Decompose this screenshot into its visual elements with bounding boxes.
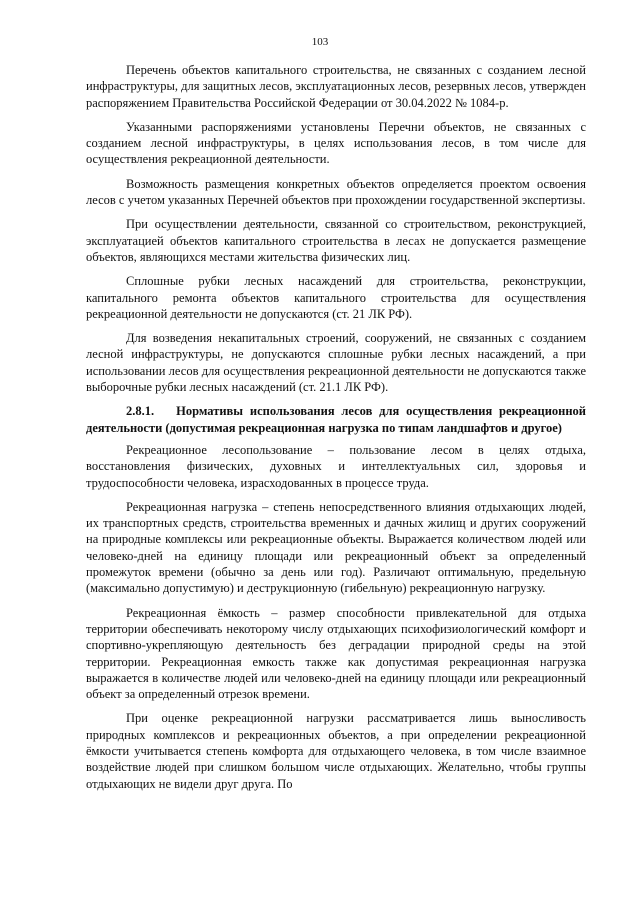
paragraph-placement-possibility: Возможность размещения конкретных объектов определяется проектом освоения лесов с учетом указанных Перечней объектов при прохождении государственной экспертизы. [86,176,586,208]
body-text [86,62,586,800]
paragraph-recreational-forest-use: Рекреационное лесопользование – пользование лесом в целях отдыха, восстановления физических, духовных и интеллектуальных сил, здоровья и трудоспособности человека, израсходованных в процессе труда. [86,442,586,490]
section-title: Нормативы использования лесов для осуществления рекреационной деятельности (допустимая рекреационная нагрузка по типам ландшафтов и другое) [86,404,586,435]
paragraph-noncapital-structures: Для возведения некапитальных строений, сооружений, не связанных с созданием лесной инфраструктуры, не допускаются сплошные рубки лесных насаждений, а при использовании лесов для осуществления рекреационной деятельности не допускаются также выборочные рубки лесных насаждений (ст. 21.1 ЛК РФ). [86,331,586,395]
paragraph-capital-objects-list: Перечень объектов капитального строительства, не связанных с созданием лесной инфраструктуры, для защитных лесов, эксплуатационных лесов, резервных лесов, утвержден распоряжением Правительства Российской Федерации от 30.04.2022 № 1084-р. [86,63,586,110]
paragraph-recreational-load: Рекреационная нагрузка – степень непосредственного влияния отдыхающих людей, их транспортных средств, строительства временных и дачных жилищ и других сооружений на природные комплексы или рекреационные объекты. Выражается количеством людей или человеко-дней на единицу площади или рекреационный объект за определенный промежуток времени (обычно за день или год). Различают оптимальную, предельную (максимально допустимую) и деструкционную (гибельную) рекреационную нагрузку. [86,499,586,596]
page-number: 103 [311,36,329,48]
paragraph-residence-prohibition: При осуществлении деятельности, связанной со строительством, реконструкцией, эксплуатацией объектов капитального строительства в лесах не допускается размещение объектов, являющихся местами жительства физических лиц. [86,217,586,264]
paragraph-clear-cutting: Сплошные рубки лесных насаждений для строительства, реконструкции, капитального ремонта объектов капитального строительства для осуществления рекреационной деятельности не допускаются (ст. 21 ЛК РФ). [86,274,586,321]
paragraph-orders-lists: Указанными распоряжениями установлены Перечни объектов, не связанных с созданием лесной инфраструктуры, в целях использования лесов, в том числе для осуществления рекреационной деятельности. [86,119,586,167]
section-heading [86,403,586,436]
paragraph-load-assessment: При оценке рекреационной нагрузки рассматривается лишь выносливость природных комплексов и рекреационных объектов, а при определении рекреационной ёмкости учитывается степень комфорта для отдыхающего человека, в том числе взаимное воздействие людей при слишком большом числе отдыхающих. Желательно, чтобы группы отдыхающих не видели друг друга. По [86,711,586,791]
section-number: 2.8.1. [126,404,155,419]
paragraph-recreational-capacity: Рекреационная ёмкость – размер способности привлекательной для отдыха территории обеспечивать некоторому числу отдыхающих психофизиологический комфорт и спортивно-укрепляющую деятельность без деградации природной среды на этой территории. Рекреационная емкость также как допустимая рекреационная нагрузка выражается в количестве людей или человеко-дней на единицу площади или рекреационный объект за определенный отрезок времени. [86,605,586,702]
